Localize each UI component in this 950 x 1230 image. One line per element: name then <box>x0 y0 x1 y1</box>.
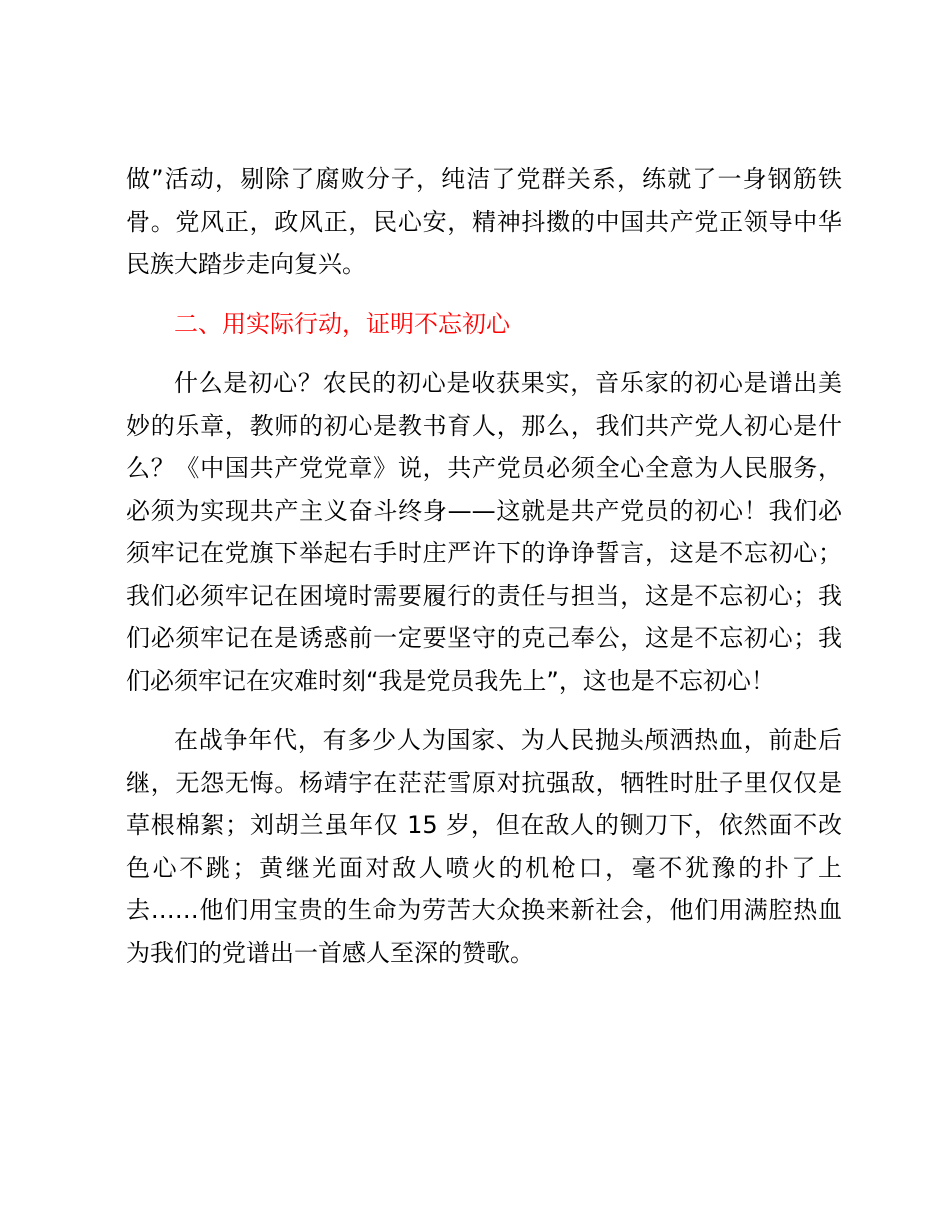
section-heading: 二、用实际行动，证明不忘初心 <box>174 309 510 338</box>
paragraph-continuation: 做”活动，剔除了腐败分子，纯洁了党群关系，练就了一身钢筋铁骨。党风正，政风正，民心安，精神抖擞的中国共产党正领导中华民族大踏步走向复兴。 <box>126 165 842 278</box>
document-body <box>126 158 842 974</box>
paragraph-war-years: 在战争年代，有多少人为国家、为人民抛头颅洒热血，前赴后继，无怨无悔。杨靖宇在茫茫雪原对抗强敌，牺牲时肚子里仅仅是草根棉絮；刘胡兰虽年仅 15 岁，但在敌人的铡刀下，依然面不改色心不跳；黄继光面对敌人喷火的机枪口，毫不犹豫的扑了上去……他们用宝贵的生命为劳苦大众换来新社会，他们用满腔热血为我们的党谱出一首感人至深的赞歌。 <box>126 726 842 967</box>
paragraph-what-is-original-intention: 什么是初心？农民的初心是收获果实，音乐家的初心是谱出美妙的乐章，教师的初心是教书育人，那么，我们共产党人初心是什么？《中国共产党党章》说，共产党员必须全心全意为人民服务，必须为实现共产主义奋斗终身——这就是共产党员的初心！我们必须牢记在党旗下举起右手时庄严许下的诤诤誓言，这是不忘初心；我们必须牢记在困境时需要履行的责任与担当，这是不忘初心；我们必须牢记在是诱惑前一定要坚守的克己奉公，这是不忘初心；我们必须牢记在灾难时刻“我是党员我先上”，这也是不忘初心！ <box>126 369 842 695</box>
